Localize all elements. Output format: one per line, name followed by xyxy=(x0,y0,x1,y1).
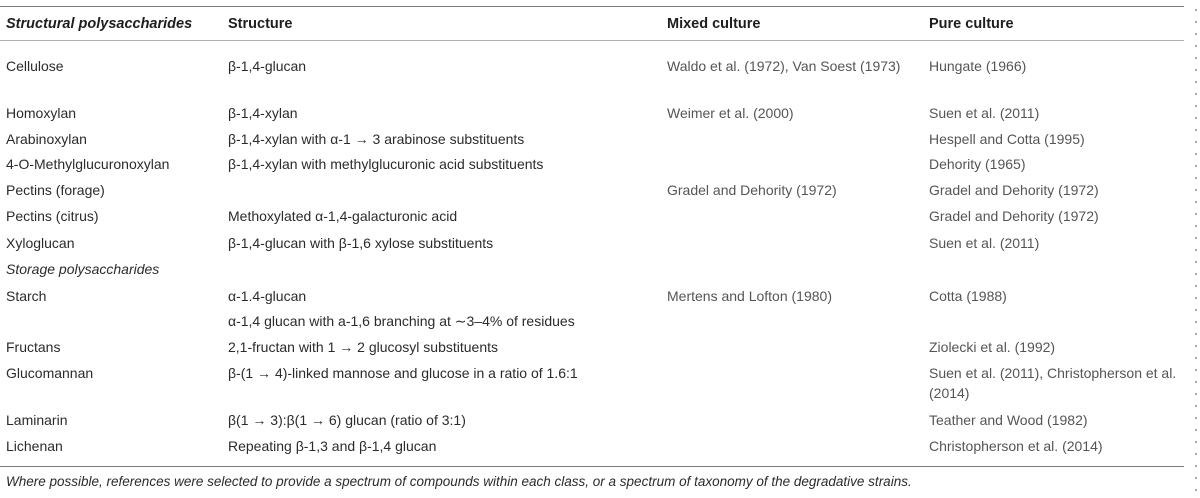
row-structure-homoxylan: β-1,4-xylan xyxy=(228,105,298,121)
row-structure-fructans: 2,1-fructan with 1 → 2 glucosyl substituents xyxy=(228,339,499,355)
row-name-glucomannan: Glucomannan xyxy=(6,365,94,381)
row-pure-lichenan: Christopherson et al. (2014) xyxy=(929,438,1103,454)
table-footnote: Where possible, references were selected to provide a spectrum of compounds within each class, or a spectrum of taxonomy of the degradative strains. xyxy=(6,474,912,489)
header-mixed-culture: Mixed culture xyxy=(667,16,761,32)
row-name-pectins-forage: Pectins (forage) xyxy=(6,182,105,198)
row-structure-pectins-citrus: Methoxylated α-1,4-galacturonic acid xyxy=(228,208,458,224)
row-structure-laminarin: β(1 → 3):β(1 → 6) glucan (ratio of 3:1) xyxy=(228,412,466,428)
row-structure-cellulose: β-1,4-glucan xyxy=(228,58,307,74)
row-pure-arabinoxylan: Hespell and Cotta (1995) xyxy=(929,131,1085,147)
row-structure-starch-branching: α-1,4 glucan with a-1,6 branching at ∼3–4% of residues xyxy=(228,313,575,329)
row-mixed-pectins-forage: Gradel and Dehority (1972) xyxy=(667,182,837,198)
table-bottom-rule xyxy=(0,466,1184,467)
section-storage-polysaccharides: Storage polysaccharides xyxy=(6,261,160,277)
row-name-fructans: Fructans xyxy=(6,339,61,355)
row-structure-xyloglucan: β-1,4-glucan with β-1,6 xylose substituents xyxy=(228,235,494,251)
row-pure-laminarin: Teather and Wood (1982) xyxy=(929,412,1088,428)
dotted-margin-divider xyxy=(1194,0,1198,498)
row-name-lichenan: Lichenan xyxy=(6,438,63,454)
row-name-pectins-citrus: Pectins (citrus) xyxy=(6,208,99,224)
row-name-xyloglucan: Xyloglucan xyxy=(6,235,75,251)
row-pure-homoxylan: Suen et al. (2011) xyxy=(929,105,1040,121)
table-header-rule xyxy=(0,40,1184,41)
row-name-cellulose: Cellulose xyxy=(6,58,64,74)
row-pure-fructans: Ziolecki et al. (1992) xyxy=(929,339,1056,355)
row-name-homoxylan: Homoxylan xyxy=(6,105,77,121)
row-name-laminarin: Laminarin xyxy=(6,412,68,428)
row-name-arabinoxylan: Arabinoxylan xyxy=(6,131,87,147)
row-structure-starch: α-1.4-glucan xyxy=(228,288,307,304)
row-name-methylglucuronoxylan: 4-O-Methylglucuronoxylan xyxy=(6,156,170,172)
row-mixed-cellulose: Waldo et al. (1972), Van Soest (1973) xyxy=(667,58,901,74)
table-top-rule xyxy=(0,6,1184,7)
header-pure-culture: Pure culture xyxy=(929,16,1014,32)
row-pure-xyloglucan: Suen et al. (2011) xyxy=(929,235,1040,251)
row-pure-starch: Cotta (1988) xyxy=(929,288,1007,304)
row-name-starch: Starch xyxy=(6,288,47,304)
row-mixed-starch: Mertens and Lofton (1980) xyxy=(667,288,832,304)
row-pure-cellulose: Hungate (1966) xyxy=(929,58,1027,74)
row-structure-lichenan: Repeating β-1,3 and β-1,4 glucan xyxy=(228,438,437,454)
row-structure-arabinoxylan: β-1,4-xylan with α-1 → 3 arabinose substituents xyxy=(228,131,525,147)
header-structure: Structure xyxy=(228,16,293,32)
row-pure-pectins-forage: Gradel and Dehority (1972) xyxy=(929,182,1099,198)
row-pure-pectins-citrus: Gradel and Dehority (1972) xyxy=(929,208,1099,224)
row-structure-methylglucuronoxylan: β-1,4-xylan with methylglucuronic acid substituents xyxy=(228,156,544,172)
row-pure-glucomannan: Suen et al. (2011), Christopherson et al. (2014) xyxy=(929,365,1177,401)
row-mixed-homoxylan: Weimer et al. (2000) xyxy=(667,105,794,121)
row-pure-methylglucuronoxylan: Dehority (1965) xyxy=(929,156,1026,172)
header-structural-polysaccharides: Structural polysaccharides xyxy=(6,16,193,32)
row-structure-glucomannan: β-(1 → 4)-linked mannose and glucose in a ratio of 1.6:1 xyxy=(228,365,578,381)
